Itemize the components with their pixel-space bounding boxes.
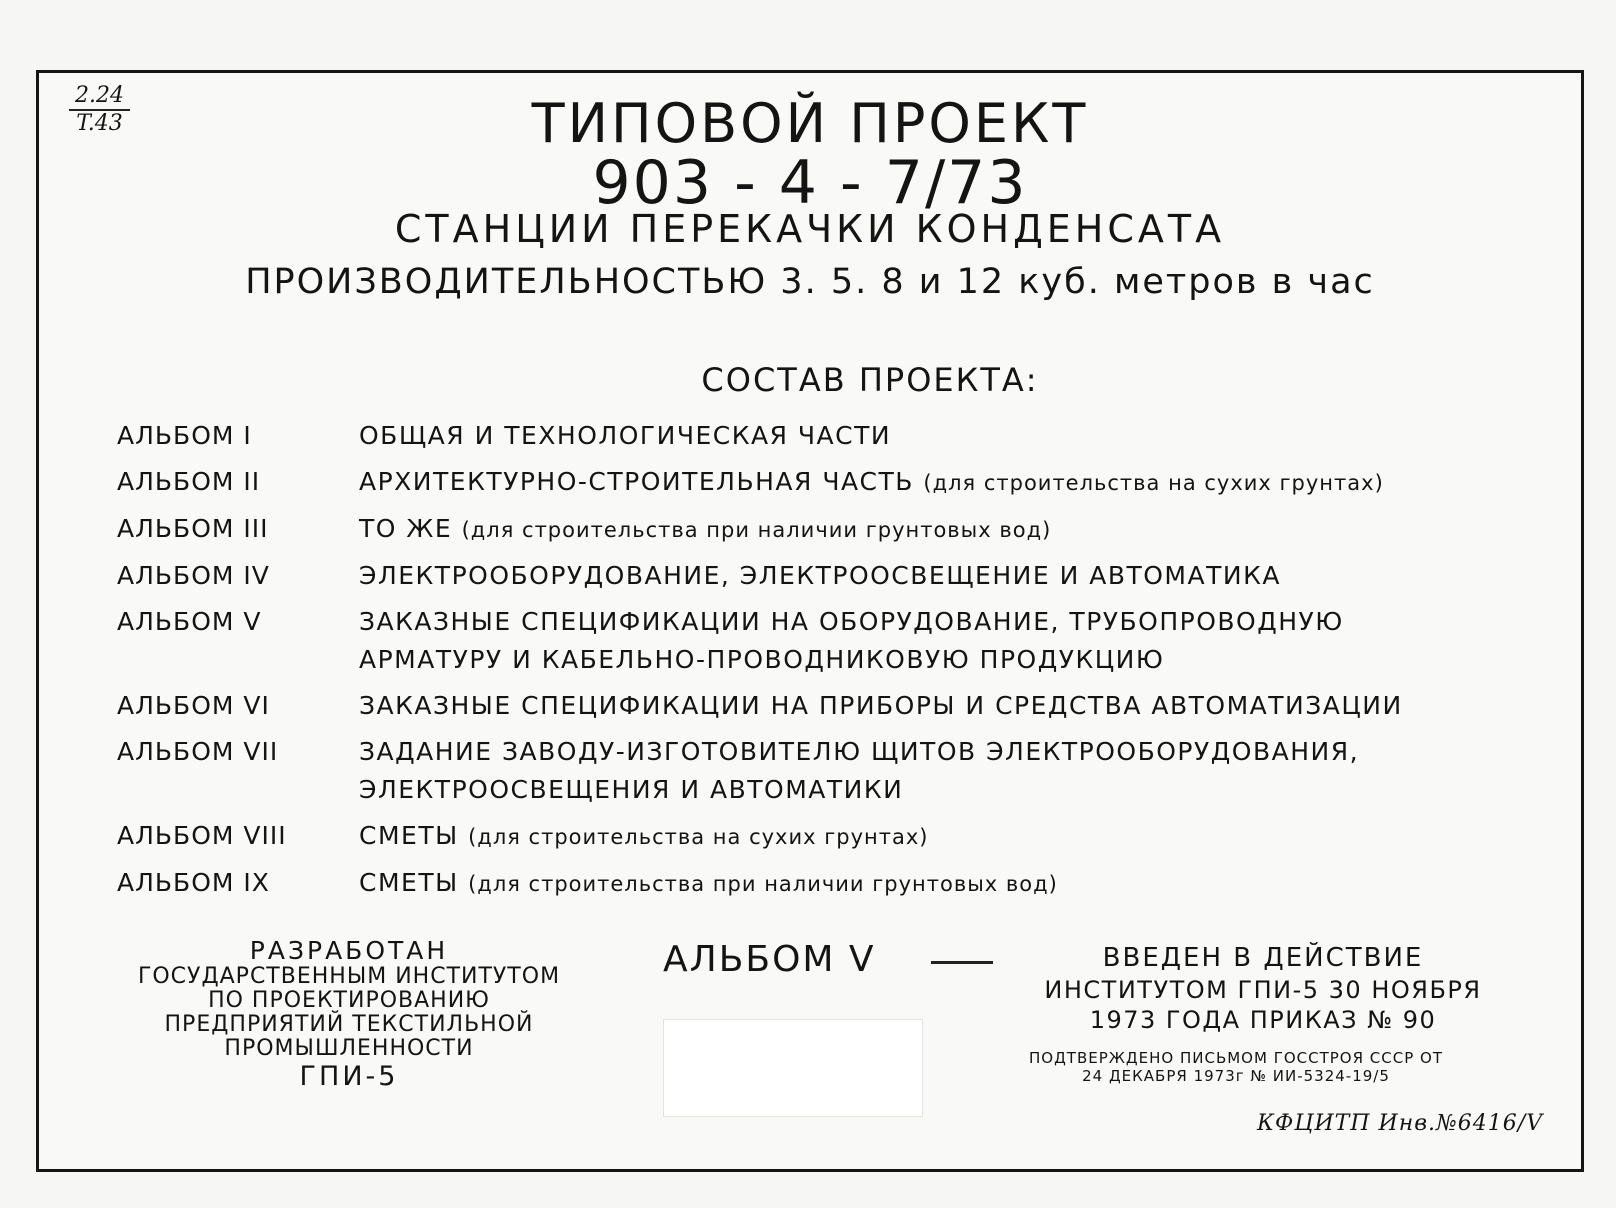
corner-note-top: 2.24	[69, 83, 130, 111]
album-description	[359, 510, 1567, 549]
album-text: ЗАКАЗНЫЕ СПЕЦИФИКАЦИИ НА ОБОРУДОВАНИЕ, ТРУБОПРОВОДНУЮ	[359, 607, 1344, 636]
album-text: ЗАКАЗНЫЕ СПЕЦИФИКАЦИИ НА ПРИБОРЫ И СРЕДСТВА АВТОМАТИЗАЦИИ	[359, 691, 1403, 720]
album-text: АРХИТЕКТУРНО-СТРОИТЕЛЬНАЯ ЧАСТЬ	[359, 467, 914, 496]
developer-line: ПРОМЫШЛЕННОСТИ	[224, 1036, 474, 1061]
developer-code: ГПИ-5	[299, 1061, 399, 1092]
dash-mark	[931, 961, 993, 964]
developer-line: ПО ПРОЕКТИРОВАНИЮ	[208, 988, 490, 1013]
introduced-heading: ВВЕДЕН В ДЕЙСТВИЕ	[1102, 943, 1424, 973]
album-label: АЛЬБОМ I	[117, 421, 252, 450]
title-sheet-frame	[36, 70, 1584, 1172]
current-album-label: АЛЬБОМ V	[663, 939, 876, 980]
album-label: АЛЬБОМ IX	[117, 868, 270, 897]
album-row	[117, 687, 1567, 725]
project-subtitle-line2: ПРОИЗВОДИТЕЛЬНОСТЬЮ 3. 5. 8 и 12 куб. метров в час	[245, 262, 1375, 302]
approval-line: ПОДТВЕРЖДЕНО ПИСЬМОМ ГОССТРОЯ СССР ОТ	[1028, 1049, 1444, 1067]
introduced-line: ИНСТИТУТОМ ГПИ-5 30 НОЯБРЯ	[1044, 976, 1482, 1004]
album-description	[359, 864, 1567, 903]
album-text: ТО ЖЕ	[359, 514, 453, 543]
album-row	[117, 463, 1567, 502]
composition-heading: СОСТАВ ПРОЕКТА:	[701, 361, 1039, 399]
album-row	[117, 864, 1567, 903]
album-row	[117, 417, 1567, 455]
album-label: АЛЬБОМ III	[117, 514, 269, 543]
album-note: (для строительства при наличии грунтовых вод)	[468, 872, 1058, 896]
album-label: АЛЬБОМ VII	[117, 737, 279, 766]
developer-block	[119, 936, 579, 1092]
album-description	[359, 817, 1567, 856]
developer-heading: РАЗРАБОТАН	[249, 936, 449, 965]
project-number: 903 - 4 - 7/73	[592, 148, 1028, 218]
album-row	[117, 510, 1567, 549]
corner-note-bottom: T.43	[76, 111, 123, 136]
album-row	[117, 733, 1567, 809]
album-continuation: АРМАТУРУ И КАБЕЛЬНО-ПРОВОДНИКОВУЮ ПРОДУКЦИЮ	[359, 645, 1165, 674]
album-text: ЭЛЕКТРООБОРУДОВАНИЕ, ЭЛЕКТРООСВЕЩЕНИЕ И АВТОМАТИКА	[359, 561, 1281, 590]
album-label: АЛЬБОМ II	[117, 467, 261, 496]
album-text: ОБЩАЯ И ТЕХНОЛОГИЧЕСКАЯ ЧАСТИ	[359, 421, 892, 450]
album-continuation: ЭЛЕКТРООСВЕЩЕНИЯ И АВТОМАТИКИ	[359, 775, 904, 804]
approval-note	[1001, 1049, 1471, 1085]
project-subtitle-line1: СТАНЦИИ ПЕРЕКАЧКИ КОНДЕНСАТА	[394, 207, 1226, 251]
album-row	[117, 817, 1567, 856]
developer-line: ПРЕДПРИЯТИЙ ТЕКСТИЛЬНОЙ	[164, 1012, 534, 1037]
album-text: СМЕТЫ	[359, 868, 459, 897]
introduction-block	[1003, 943, 1523, 1035]
album-label: АЛЬБОМ VIII	[117, 821, 287, 850]
album-text: СМЕТЫ	[359, 821, 459, 850]
album-label: АЛЬБОМ V	[117, 607, 262, 636]
album-description	[359, 417, 1567, 455]
approval-line: 24 ДЕКАБРЯ 1973г № ИИ-5324-19/5	[1082, 1067, 1390, 1085]
album-row	[117, 557, 1567, 595]
album-note: (для строительства на сухих грунтах)	[468, 825, 929, 849]
album-list	[117, 417, 1567, 911]
blank-label-area	[663, 1019, 923, 1117]
album-label: АЛЬБОМ VI	[117, 691, 270, 720]
album-text: ЗАДАНИЕ ЗАВОДУ-ИЗГОТОВИТЕЛЮ ЩИТОВ ЭЛЕКТРООБОРУДОВАНИЯ,	[359, 737, 1360, 766]
album-description	[359, 687, 1567, 725]
album-row	[117, 603, 1567, 679]
developer-line: ГОСУДАРСТВЕННЫМ ИНСТИТУТОМ	[137, 964, 561, 989]
album-label: АЛЬБОМ IV	[117, 561, 270, 590]
album-description	[359, 733, 1567, 809]
album-note: (для строительства при наличии грунтовых вод)	[461, 518, 1052, 542]
introduced-line: 1973 ГОДА ПРИКАЗ № 90	[1089, 1006, 1437, 1034]
album-description	[359, 463, 1567, 502]
document-title: ТИПОВОЙ ПРОЕКТ	[531, 92, 1089, 155]
inventory-stamp: КФЦИТП Инв.№6416/V	[1257, 1111, 1544, 1136]
album-description	[359, 603, 1567, 679]
album-description	[359, 557, 1567, 595]
album-note: (для строительства на сухих грунтах)	[923, 471, 1384, 495]
